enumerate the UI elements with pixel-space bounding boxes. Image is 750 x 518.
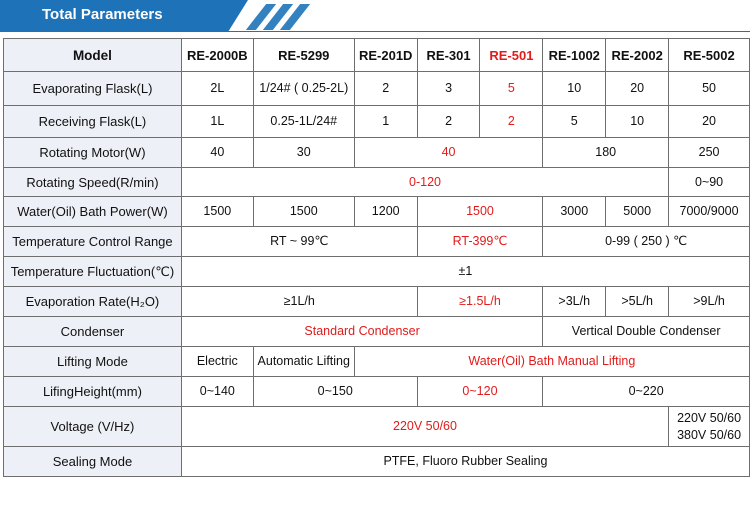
header-underline xyxy=(0,31,750,32)
table-cell: 10 xyxy=(543,72,606,106)
table-cell: 20 xyxy=(606,72,669,106)
table-cell: 30 xyxy=(253,138,354,168)
header-cell-model: Model xyxy=(4,39,182,72)
table-row-evaporating-flask xyxy=(4,72,750,106)
table-cell: 2 xyxy=(354,72,417,106)
table-cell: >9L/h xyxy=(669,287,750,317)
row-label: Voltage (V/Hz) xyxy=(4,407,182,447)
table-cell-highlighted: RT-399℃ xyxy=(417,227,543,257)
row-label: Rotating Motor(W) xyxy=(4,138,182,168)
voltage-option: 220V 50/60 xyxy=(677,410,742,425)
row-label: Evaporating Flask(L) xyxy=(4,72,182,106)
parameters-table xyxy=(3,38,750,477)
table-row-rotating-speed xyxy=(4,168,750,197)
section-header xyxy=(0,0,750,32)
table-cell: 40 xyxy=(181,138,253,168)
table-cell: 0-99 ( 250 ) ℃ xyxy=(543,227,750,257)
table-cell: RT ~ 99℃ xyxy=(181,227,417,257)
table-cell: 10 xyxy=(606,106,669,138)
table-cell: 0.25-1L/24# xyxy=(253,106,354,138)
table-cell: 1L xyxy=(181,106,253,138)
table-cell: 50 xyxy=(669,72,750,106)
table-cell: Electric xyxy=(181,347,253,377)
table-row-voltage xyxy=(4,407,750,447)
table-row-receiving-flask xyxy=(4,106,750,138)
header-cell-model-name: RE-2000B xyxy=(181,39,253,72)
table-cell: 0~90 xyxy=(669,168,750,197)
table-header-row xyxy=(4,39,750,72)
table-cell: ±1 xyxy=(181,257,749,287)
table-row-evaporation-rate xyxy=(4,287,750,317)
table-cell: PTFE, Fluoro Rubber Sealing xyxy=(181,447,749,477)
row-label: Rotating Speed(R/min) xyxy=(4,168,182,197)
table-cell-highlighted: 40 xyxy=(354,138,543,168)
header-cell-model-name-highlighted: RE-501 xyxy=(480,39,543,72)
table-cell: 3 xyxy=(417,72,480,106)
table-cell-highlighted: 1500 xyxy=(417,197,543,227)
table-cell: >3L/h xyxy=(543,287,606,317)
table-cell: 250 xyxy=(669,138,750,168)
header-cell-model-name: RE-5299 xyxy=(253,39,354,72)
table-cell: 2 xyxy=(417,106,480,138)
table-cell: 7000/9000 xyxy=(669,197,750,227)
table-cell-highlighted: 0-120 xyxy=(181,168,668,197)
table-cell: 1 xyxy=(354,106,417,138)
table-cell-highlighted: Water(Oil) Bath Manual Lifting xyxy=(354,347,749,377)
table-row-temperature-fluctuation xyxy=(4,257,750,287)
table-row-condenser xyxy=(4,317,750,347)
table-row-rotating-motor xyxy=(4,138,750,168)
table-row-bath-power xyxy=(4,197,750,227)
header-cell-model-name: RE-1002 xyxy=(543,39,606,72)
section-title: Total Parameters xyxy=(42,6,163,23)
table-cell: 5000 xyxy=(606,197,669,227)
row-label: Evaporation Rate(H₂O) xyxy=(4,287,182,317)
table-cell: 0~140 xyxy=(181,377,253,407)
row-label: Condenser xyxy=(4,317,182,347)
header-cell-model-name: RE-5002 xyxy=(669,39,750,72)
table-cell: 1200 xyxy=(354,197,417,227)
table-cell: >5L/h xyxy=(606,287,669,317)
row-label: LifingHeight(mm) xyxy=(4,377,182,407)
row-label: Lifting Mode xyxy=(4,347,182,377)
row-label: Temperature Fluctuation(℃) xyxy=(4,257,182,287)
table-cell: ≥1L/h xyxy=(181,287,417,317)
row-label: Temperature Control Range xyxy=(4,227,182,257)
table-row-lifting-height xyxy=(4,377,750,407)
table-row-sealing-mode xyxy=(4,447,750,477)
table-cell: 0~150 xyxy=(253,377,417,407)
header-cell-model-name: RE-2002 xyxy=(606,39,669,72)
table-cell-highlighted: 5 xyxy=(480,72,543,106)
voltage-option: 380V 50/60 xyxy=(677,427,742,442)
table-cell xyxy=(669,407,750,447)
table-row-lifting-mode xyxy=(4,347,750,377)
table-cell-highlighted: 0~120 xyxy=(417,377,543,407)
row-label: Receiving Flask(L) xyxy=(4,106,182,138)
table-cell-highlighted: 2 xyxy=(480,106,543,138)
table-row-temperature-range xyxy=(4,227,750,257)
table-cell-highlighted: 220V 50/60 xyxy=(181,407,668,447)
table-cell: 5 xyxy=(543,106,606,138)
table-cell-highlighted: Standard Condenser xyxy=(181,317,542,347)
row-label: Water(Oil) Bath Power(W) xyxy=(4,197,182,227)
table-cell: 1/24# ( 0.25-2L) xyxy=(253,72,354,106)
table-cell-highlighted: ≥1.5L/h xyxy=(417,287,543,317)
table-cell: 1500 xyxy=(181,197,253,227)
table-cell: Automatic Lifting xyxy=(253,347,354,377)
table-cell: 1500 xyxy=(253,197,354,227)
table-cell: 20 xyxy=(669,106,750,138)
table-cell: 180 xyxy=(543,138,669,168)
header-cell-model-name: RE-201D xyxy=(354,39,417,72)
row-label: Sealing Mode xyxy=(4,447,182,477)
table-cell: Vertical Double Condenser xyxy=(543,317,750,347)
table-cell: 2L xyxy=(181,72,253,106)
table-cell: 3000 xyxy=(543,197,606,227)
table-cell: 0~220 xyxy=(543,377,750,407)
header-cell-model-name: RE-301 xyxy=(417,39,480,72)
